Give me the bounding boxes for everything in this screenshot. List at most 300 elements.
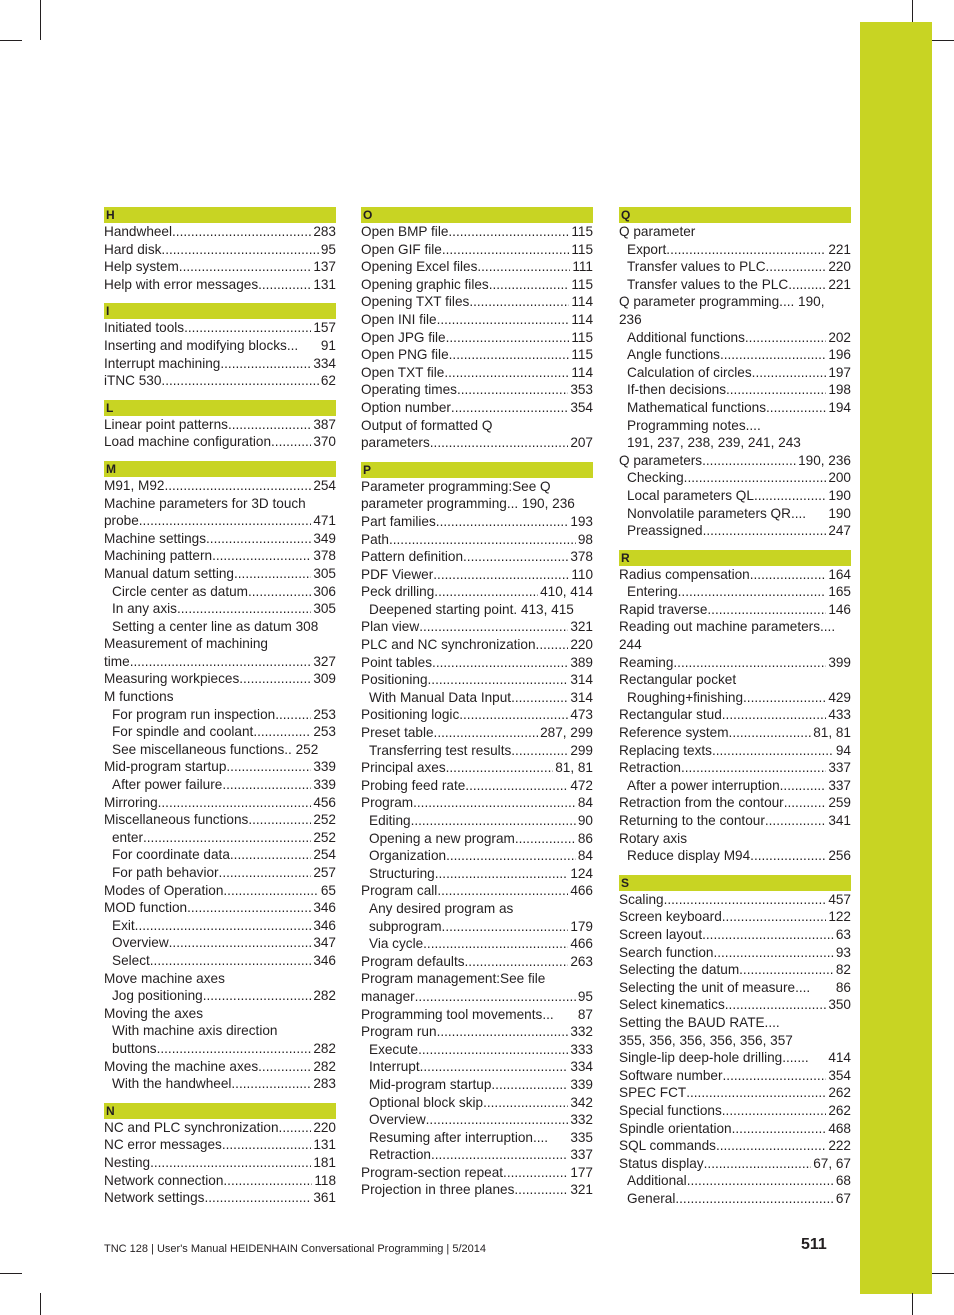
entry-term: parameters xyxy=(361,435,430,451)
entry-term: Interrupt machining xyxy=(104,355,221,371)
index-entry: Programming notes.... xyxy=(627,417,761,433)
index-entry xyxy=(361,364,593,382)
entry-term: Open JPG file xyxy=(361,329,446,345)
entry-term: Miscellaneous functions xyxy=(104,812,249,828)
entry-term: probe xyxy=(104,513,139,529)
index-entry: With machine axis direction xyxy=(112,1023,278,1039)
entry-page: 473 xyxy=(570,707,593,723)
entry-page: 353 xyxy=(570,382,593,398)
entry-term: Option number xyxy=(361,399,451,415)
dot-leader xyxy=(234,565,311,583)
dot-leader xyxy=(444,364,569,382)
entry-term: Positioning logic xyxy=(361,707,460,723)
dot-leader xyxy=(752,364,827,382)
entry-page: 200 xyxy=(828,470,851,486)
dot-leader xyxy=(158,794,312,812)
index-entry xyxy=(619,505,851,523)
entry-page: 283 xyxy=(313,1076,336,1092)
dot-leader xyxy=(230,846,311,864)
index-entry xyxy=(361,1129,593,1147)
dot-leader xyxy=(463,548,568,566)
entry-term: Program-section repeat xyxy=(361,1164,504,1180)
index-entry xyxy=(619,364,851,382)
index-entry xyxy=(361,759,593,777)
index-entry: 244 xyxy=(619,637,642,653)
entry-page: 84 xyxy=(577,795,593,811)
dot-leader xyxy=(449,346,570,364)
entry-page: 252 xyxy=(313,829,336,845)
index-entry xyxy=(104,600,336,618)
index-entry xyxy=(361,1076,593,1094)
entry-term: Additional functions xyxy=(627,329,745,345)
index-entry xyxy=(361,830,593,848)
index-entry xyxy=(104,952,336,970)
entry-term: Software number xyxy=(619,1067,723,1083)
entry-page: 456 xyxy=(313,794,336,810)
entry-page: 220 xyxy=(313,1119,336,1135)
entry-page: 81, 81 xyxy=(813,725,851,741)
index-entry xyxy=(361,918,593,936)
dot-leader xyxy=(446,847,576,865)
crop-mark xyxy=(932,1273,954,1274)
dot-leader xyxy=(675,1190,834,1208)
entry-term: Q parameters xyxy=(619,452,703,468)
entry-term: Machining pattern xyxy=(104,548,213,564)
index-entry xyxy=(361,583,593,601)
entry-term: SPEC FCT xyxy=(619,1085,687,1101)
entry-page: 197 xyxy=(828,364,851,380)
index-entry xyxy=(619,908,851,926)
dot-leader xyxy=(704,1155,812,1173)
entry-term: SQL commands xyxy=(619,1138,716,1154)
entry-term: Open GIF file xyxy=(361,241,442,257)
entry-page: 95 xyxy=(320,241,336,257)
entry-page: 347 xyxy=(313,935,336,951)
section-letter: O xyxy=(361,207,593,223)
section-letter: M xyxy=(104,461,336,477)
dot-leader xyxy=(279,1119,312,1137)
dot-leader xyxy=(809,1049,827,1067)
entry-page: 305 xyxy=(313,601,336,617)
entry-term: Operating times xyxy=(361,382,457,398)
dot-leader xyxy=(739,961,834,979)
index-entry xyxy=(361,381,593,399)
entry-page: 335 xyxy=(570,1129,593,1145)
dot-leader xyxy=(666,241,826,259)
entry-page: 256 xyxy=(828,848,851,864)
entry-page: 115 xyxy=(571,276,593,292)
entry-page: 115 xyxy=(571,224,593,239)
entry-page: 207 xyxy=(570,435,593,451)
entry-term: Overview xyxy=(112,935,169,951)
index-entry xyxy=(619,891,851,909)
dot-leader xyxy=(223,1172,312,1190)
index-entry: Setting the BAUD RATE.... xyxy=(619,1014,780,1030)
index-entry xyxy=(619,276,851,294)
entry-page: 399 xyxy=(828,654,851,670)
dot-leader xyxy=(754,487,826,505)
index-entry xyxy=(361,223,593,241)
index-entry xyxy=(361,671,593,689)
entry-term: Moving the machine axes xyxy=(104,1058,259,1074)
entry-page: 252 xyxy=(313,812,336,828)
entry-term: General xyxy=(627,1190,676,1206)
entry-term: Probing feed rate xyxy=(361,777,466,793)
index-entry xyxy=(361,346,593,364)
index-entry xyxy=(361,812,593,830)
index-entry xyxy=(104,899,336,917)
entry-page: 389 xyxy=(570,654,593,670)
entry-page: 282 xyxy=(313,988,336,1004)
entry-page: 471 xyxy=(313,513,336,529)
entry-term: Retraction xyxy=(369,1147,431,1163)
dot-leader xyxy=(248,583,311,601)
index-entry: Moving the axes xyxy=(104,1005,203,1021)
dot-leader xyxy=(135,917,312,935)
entry-term: NC error messages xyxy=(104,1137,222,1153)
entry-page: 95 xyxy=(577,988,593,1004)
dot-leader xyxy=(483,1094,568,1112)
dot-leader xyxy=(469,293,569,311)
entry-term: Mathematical functions xyxy=(627,399,767,415)
dot-leader xyxy=(437,882,568,900)
crop-mark xyxy=(932,40,954,41)
entry-term: Load machine configuration xyxy=(104,434,272,450)
index-entry: Deepened starting point. 413, 415 xyxy=(369,601,574,617)
index-entry xyxy=(619,979,851,997)
entry-page: 387 xyxy=(313,416,336,432)
entry-page: 305 xyxy=(313,565,336,581)
entry-term: Reference system xyxy=(619,725,729,741)
index-entry: 191, 237, 238, 239, 241, 243 xyxy=(627,435,801,451)
dot-leader xyxy=(722,706,827,724)
dot-leader xyxy=(432,654,568,672)
index-entry xyxy=(619,724,851,742)
dot-leader xyxy=(713,944,833,962)
entry-term: Program defaults xyxy=(361,953,465,969)
index-entry xyxy=(104,547,336,565)
entry-term: Select kinematics xyxy=(619,997,725,1013)
entry-term: If-then decisions xyxy=(627,382,726,398)
entry-page: 346 xyxy=(313,917,336,933)
dot-leader xyxy=(457,381,568,399)
dot-leader xyxy=(514,1181,568,1199)
index-entry xyxy=(619,777,851,795)
dot-leader xyxy=(810,979,834,997)
index-entry xyxy=(104,416,336,434)
dot-leader xyxy=(511,742,568,760)
entry-page: 193 xyxy=(570,513,593,529)
dot-leader xyxy=(722,1102,827,1120)
dot-leader xyxy=(150,1154,311,1172)
entry-page: 198 xyxy=(828,382,851,398)
entry-term: With the handwheel xyxy=(112,1076,232,1092)
entry-page: 221 xyxy=(828,241,851,257)
index-entry xyxy=(619,1190,851,1208)
crop-mark xyxy=(40,1293,41,1315)
dot-leader xyxy=(451,399,568,417)
entry-term: Interrupt xyxy=(369,1059,420,1075)
entry-page: 321 xyxy=(570,619,593,635)
entry-term: Roughing+finishing xyxy=(627,689,744,705)
index-entry xyxy=(104,1119,336,1137)
entry-term: Screen keyboard xyxy=(619,909,722,925)
dot-leader xyxy=(411,812,576,830)
entry-page: 309 xyxy=(313,671,336,687)
entry-page: 131 xyxy=(313,1137,336,1153)
entry-term: Mid-program startup xyxy=(104,759,227,775)
entry-term: Additional xyxy=(627,1173,687,1189)
dot-leader xyxy=(248,811,311,829)
entry-page: 115 xyxy=(571,241,593,257)
entry-term: For coordinate data xyxy=(112,847,230,863)
entry-page: 332 xyxy=(570,1024,593,1040)
dot-leader xyxy=(725,996,827,1014)
dot-leader xyxy=(219,864,312,882)
entry-page: 334 xyxy=(313,355,336,371)
entry-page: 341 xyxy=(828,813,851,828)
index-entry xyxy=(104,882,336,900)
entry-term: After power failure xyxy=(112,777,223,793)
entry-term: Peck drilling xyxy=(361,584,435,600)
index-entry xyxy=(104,530,336,548)
entry-page: 346 xyxy=(313,952,336,968)
index-entry xyxy=(361,882,593,900)
index-entry xyxy=(361,988,593,1006)
dot-leader xyxy=(222,776,311,794)
index-entry xyxy=(104,934,336,952)
index-entry xyxy=(104,1058,336,1076)
dot-leader xyxy=(143,829,311,847)
entry-term: Selecting the unit of measure.... xyxy=(619,979,811,995)
entry-term: Help system xyxy=(104,259,179,275)
index-column-3 xyxy=(619,207,851,1217)
dot-leader xyxy=(161,241,318,259)
dot-leader xyxy=(389,531,576,549)
index-entry xyxy=(619,1172,851,1190)
entry-page: 433 xyxy=(828,707,851,723)
section-letter: S xyxy=(619,875,851,891)
entry-term: NC and PLC synchronization xyxy=(104,1119,279,1135)
index-section xyxy=(104,207,336,293)
index-entry xyxy=(361,1041,593,1059)
dot-leader xyxy=(413,794,576,812)
entry-term: Path xyxy=(361,531,389,547)
index-entry xyxy=(361,434,593,452)
entry-term: manager xyxy=(361,988,415,1004)
page-number: 511 xyxy=(801,1236,827,1253)
entry-term: subprogram xyxy=(369,918,442,934)
index-entry xyxy=(619,689,851,707)
index-entry xyxy=(361,258,593,276)
crop-mark xyxy=(40,0,41,40)
entry-term: Mirroring xyxy=(104,794,158,810)
entry-term: Screen layout xyxy=(619,926,703,942)
entry-page: 262 xyxy=(828,1085,851,1101)
dot-leader xyxy=(428,671,569,689)
index-entry: 236 xyxy=(619,311,642,327)
entry-page: 283 xyxy=(313,224,336,239)
dot-leader xyxy=(554,1006,576,1024)
index-entry xyxy=(104,706,336,724)
entry-term: Entering xyxy=(627,584,678,600)
section-letter: N xyxy=(104,1103,336,1119)
index-entry xyxy=(104,1075,336,1093)
index-entry xyxy=(104,846,336,864)
index-entry xyxy=(619,487,851,505)
entry-page: 346 xyxy=(313,900,336,916)
dot-leader xyxy=(433,566,569,584)
entry-page: 254 xyxy=(313,847,336,863)
entry-term: Editing xyxy=(369,813,411,828)
entry-term: Opening a new program xyxy=(369,830,515,846)
entry-term: Local parameters QL xyxy=(627,487,754,503)
entry-term: After a power interruption xyxy=(627,777,780,793)
index-entry xyxy=(619,1102,851,1120)
entry-term: Machine settings xyxy=(104,530,207,546)
entry-term: Reduce display M94 xyxy=(627,848,751,864)
index-entry: Q parameter programming.... 190, xyxy=(619,294,825,310)
dot-leader xyxy=(446,759,554,777)
index-entry xyxy=(104,1189,336,1207)
index-entry xyxy=(104,758,336,776)
dot-leader xyxy=(253,723,311,741)
entry-term: Rapid traverse xyxy=(619,601,708,617)
entry-page: 68 xyxy=(835,1173,851,1189)
index-entry xyxy=(619,258,851,276)
index-entry xyxy=(361,1181,593,1199)
dot-leader xyxy=(720,346,826,364)
index-entry xyxy=(104,258,336,276)
index-entry xyxy=(104,723,336,741)
entry-term: Handwheel xyxy=(104,224,173,239)
dot-leader xyxy=(222,1136,311,1154)
entry-page: 194 xyxy=(828,399,851,415)
index-entry xyxy=(361,1058,593,1076)
entry-term: Overview xyxy=(369,1112,426,1128)
entry-term: Pattern definition xyxy=(361,549,464,565)
index-entry xyxy=(619,1084,851,1102)
dot-leader xyxy=(172,223,311,241)
entry-term: Hard disk xyxy=(104,241,162,257)
dot-leader xyxy=(511,689,568,707)
entry-page: 282 xyxy=(313,1058,336,1074)
index-entry xyxy=(361,689,593,707)
dot-leader xyxy=(788,276,826,294)
entry-term: time xyxy=(104,653,130,669)
dot-leader xyxy=(164,477,311,495)
dot-leader xyxy=(139,512,312,530)
dot-leader xyxy=(228,416,311,434)
index-entry xyxy=(619,961,851,979)
index-entry: Program management:See file xyxy=(361,971,546,987)
entry-term: Inserting and modifying blocks... xyxy=(104,337,299,353)
index-entry: 355, 356, 356, 356, 356, 357 xyxy=(619,1032,793,1048)
index-section xyxy=(619,550,851,865)
entry-term: Exit xyxy=(112,917,135,933)
entry-page: 339 xyxy=(570,1076,593,1092)
dot-leader xyxy=(275,706,311,724)
index-entry xyxy=(619,944,851,962)
dot-leader xyxy=(418,1041,568,1059)
index-entry xyxy=(361,293,593,311)
entry-page: 306 xyxy=(313,583,336,599)
dot-leader xyxy=(503,1164,568,1182)
entry-term: For program run inspection xyxy=(112,706,276,722)
index-entry xyxy=(361,399,593,417)
entry-term: M91, M92 xyxy=(104,477,165,493)
dot-leader xyxy=(743,689,826,707)
entry-term: Program run xyxy=(361,1024,437,1040)
index-entry xyxy=(104,1136,336,1154)
dot-leader xyxy=(681,759,826,777)
section-letter: H xyxy=(104,207,336,223)
dot-leader xyxy=(766,399,826,417)
entry-page: 221 xyxy=(828,276,851,292)
dot-leader xyxy=(187,899,311,917)
entry-term: Single-lip deep-hole drilling....... xyxy=(619,1050,809,1066)
entry-term: Jog positioning xyxy=(112,988,203,1004)
entry-page: 253 xyxy=(313,706,336,722)
entry-page: 81, 81 xyxy=(555,760,593,776)
index-entry xyxy=(104,987,336,1005)
entry-term: Network connection xyxy=(104,1172,224,1188)
entry-term: Manual datum setting xyxy=(104,565,234,581)
entry-page: 87 xyxy=(577,1006,593,1022)
entry-term: In any axis xyxy=(112,601,177,617)
index-entry xyxy=(619,329,851,347)
index-entry xyxy=(361,654,593,672)
entry-term: Retraction xyxy=(619,760,681,776)
entry-term: Nesting xyxy=(104,1154,151,1170)
index-section xyxy=(619,207,851,540)
entry-page: 114 xyxy=(571,294,593,310)
index-entry xyxy=(361,329,593,347)
entry-page: 157 xyxy=(313,320,336,336)
entry-page: 339 xyxy=(313,759,336,775)
entry-page: 181 xyxy=(313,1154,336,1170)
entry-page: 259 xyxy=(828,795,851,811)
entry-page: 337 xyxy=(570,1147,593,1163)
index-section xyxy=(361,462,593,1199)
section-letter: L xyxy=(104,400,336,416)
dot-leader xyxy=(258,276,311,294)
entry-term: Linear point patterns xyxy=(104,416,228,432)
index-entry xyxy=(619,381,851,399)
index-entry xyxy=(619,1155,851,1173)
entry-page: 137 xyxy=(313,259,336,275)
dot-leader xyxy=(465,777,568,795)
entry-page: 282 xyxy=(313,1040,336,1056)
index-entry xyxy=(104,355,336,373)
index-entry xyxy=(361,724,593,742)
entry-page: 98 xyxy=(577,531,593,547)
index-entry: Parameter programming:See Q xyxy=(361,478,551,494)
index-entry xyxy=(619,1137,851,1155)
index-entry xyxy=(361,618,593,636)
entry-page: 220 xyxy=(570,637,593,653)
entry-term: Plan view xyxy=(361,619,420,635)
dot-leader xyxy=(750,847,826,865)
dot-leader xyxy=(258,1058,311,1076)
entry-term: Circle center as datum xyxy=(112,583,248,599)
dot-leader xyxy=(431,1146,568,1164)
dot-leader xyxy=(298,337,319,355)
entry-page: 110 xyxy=(571,566,593,582)
section-letter: P xyxy=(361,462,593,478)
dot-leader xyxy=(491,1076,568,1094)
dot-leader xyxy=(420,1058,569,1076)
